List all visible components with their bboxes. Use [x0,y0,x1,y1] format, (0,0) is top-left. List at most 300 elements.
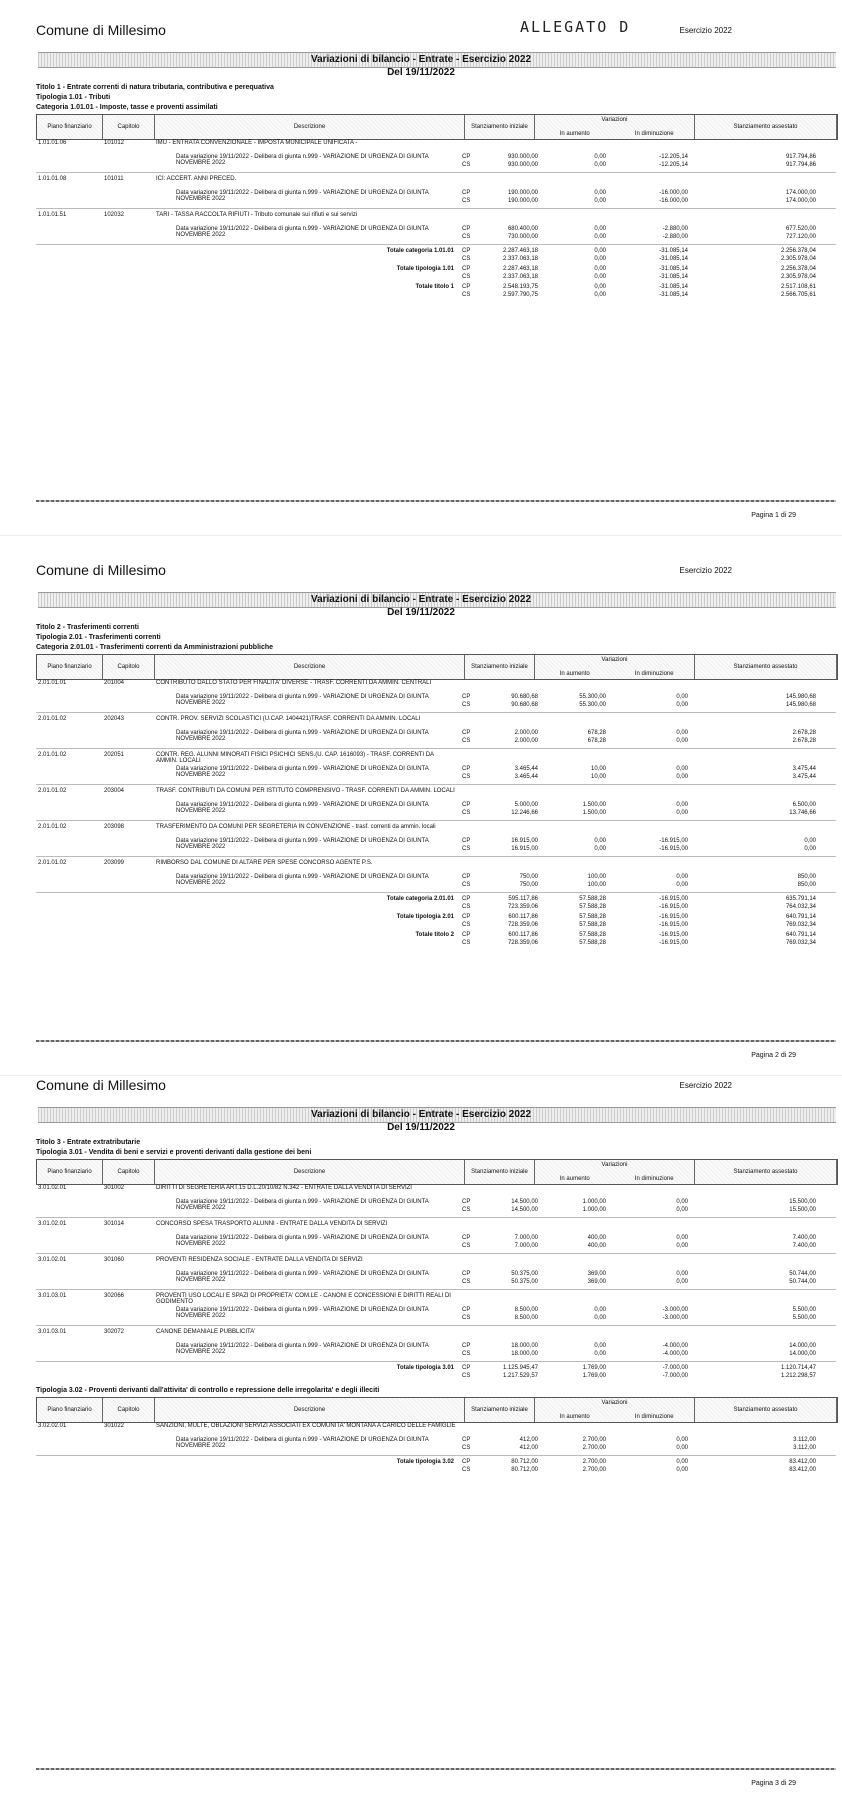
amount-cell: 850,00 [797,882,816,888]
cp-label: CP [462,1365,471,1371]
tipologia-heading: Tipologia 3.02 - Proventi derivanti dall'attivita' di controllo e repressione delle irregolarita' e degli illeciti [36,1387,380,1394]
page-number: Pagina 2 di 29 [751,1052,796,1059]
amount-cell: 1.125.945,47 [502,1365,538,1371]
amount-cell: 12.246,66 [511,810,538,816]
amount-cell: 0,00 [594,266,606,272]
amount-cell: -16.915,00 [659,896,688,902]
amount-cell: -16.915,00 [659,846,688,852]
amount-cell: 2.305.978,04 [780,274,816,280]
cs-label: CS [462,940,471,946]
amount-cell: 0,00 [676,1207,688,1213]
amount-cell: 2.700,00 [582,1467,606,1473]
amount-cell: 3.475,44 [792,766,816,772]
report-title: Variazioni di bilancio - Entrate - Esercizio 2022 [310,54,532,65]
amount-cell: 0,00 [594,162,606,168]
amount-cell: 0,00 [676,766,688,772]
cp-label: CP [462,190,471,196]
cs-label: CS [462,882,471,888]
column-header [535,655,695,679]
amount-cell: 1.769,00 [582,1365,606,1371]
amount-cell: 0,00 [594,846,606,852]
amount-cell: -4.000,00 [662,1351,688,1357]
col-in-aumento: In aumento [559,1414,590,1420]
amount-cell: 57.588,28 [579,932,606,938]
piano-finanziario: 1.01.01.06 [38,140,67,146]
cs-label: CS [462,162,471,168]
table-row [36,1423,836,1455]
descrizione: TARI - TASSA RACCOLTA RIFIUTI - Tributo comunale sui rifiuti e sui servizi [156,212,358,218]
amount-cell: -3.000,00 [662,1315,688,1321]
amount-cell: 0,00 [676,1271,688,1277]
row-divider [36,748,836,749]
descrizione: PROVENTI USO LOCALI E SPAZI DI PROPRIETA' COM.LE - CANONI E CONCESSIONI E DIRITTI REALI DI GODIMENTO [156,1293,451,1305]
amount-cell: 0,00 [594,1351,606,1357]
cp-label: CP [462,1235,471,1241]
variation-note: Data variazione 19/11/2022 - Delibera di giunta n.999 - VARIAZIONE DI URGENZA DI GIUNTA NOVEMBRE 2022 [176,1343,429,1355]
amount-cell: 2.256.378,04 [780,266,816,272]
cp-label: CP [462,1307,471,1313]
amount-cell: 15.500,00 [789,1207,816,1213]
variation-note: Data variazione 19/11/2022 - Delibera di giunta n.999 - VARIAZIONE DI URGENZA DI GIUNTA NOVEMBRE 2022 [176,874,429,886]
column-header: Descrizione [155,115,465,139]
report-date: Del 19/11/2022 [387,607,455,618]
comune-name: Comune di Millesimo [36,562,166,578]
column-header: Stanziamento iniziale [465,1160,535,1184]
column-header: Piano finanziario [37,115,103,139]
col-variazioni: Variazioni [601,1400,628,1406]
table-row [36,752,836,784]
cs-label: CS [462,1279,471,1285]
total-label: Totale titolo 1 [415,284,454,290]
column-header [535,1160,695,1184]
total-label: Totale tipologia 3.02 [396,1459,454,1465]
amount-cell: 0,00 [594,198,606,204]
amount-cell: 145.980,68 [785,694,816,700]
amount-cell: -16.915,00 [659,940,688,946]
report-date: Del 19/11/2022 [387,1122,455,1133]
cp-label: CP [462,1343,471,1349]
amount-cell: 190.000,00 [507,190,538,196]
amount-cell: 0,00 [594,838,606,844]
amount-cell: 677.520,00 [785,226,816,232]
amount-cell: 18.000,00 [511,1351,538,1357]
amount-cell: 2.000,00 [514,730,538,736]
cp-label: CP [462,248,471,254]
column-header: Stanziamento iniziale [465,655,535,679]
cs-label: CS [462,274,471,280]
amount-cell: 0,00 [804,846,816,852]
col-in-diminuzione: In diminuzione [634,671,674,677]
table-row [36,788,836,820]
cp-label: CP [462,266,471,272]
amount-cell: 2.678,28 [792,730,816,736]
descrizione: CONCORSO SPESA TRASPORTO ALUNNI - ENTRATE DALLA VENDITA DI SERVIZI [156,1221,388,1227]
descrizione: RIMBORSO DAL COMUNE DI ALTARE PER SPESE CONCORSO AGENTE P.S. [156,860,373,866]
amount-cell: 10,00 [590,774,606,780]
descrizione: IMU - ENTRATA CONVENZIONALE - IMPOSTA MUNICIPALE UNIFICATA - [156,140,358,146]
capitolo: 101012 [104,140,125,146]
amount-cell: 174.000,00 [785,190,816,196]
cs-label: CS [462,1315,471,1321]
table-row [36,716,836,748]
amount-cell: 15.500,00 [789,1199,816,1205]
amount-cell: -16.915,00 [659,914,688,920]
amount-cell: 13.746,66 [789,810,816,816]
col-in-aumento: In aumento [559,131,590,137]
amount-cell: 0,00 [676,1445,688,1451]
table-row [36,212,836,244]
total-row [36,932,836,948]
column-header: Piano finanziario [37,655,103,679]
amount-cell: 3.465,44 [514,766,538,772]
amount-cell: 412,00 [519,1437,538,1443]
amount-cell: 0,00 [676,702,688,708]
categoria-heading: Categoria 1.01.01 - Imposte, tasse e proventi assimilati [36,104,218,111]
cp-label: CP [462,694,471,700]
amount-cell: 769.032,34 [785,940,816,946]
amount-cell: 2.337.063,18 [502,274,538,280]
amount-cell: 3.475,44 [792,774,816,780]
amount-cell: 8.500,00 [514,1315,538,1321]
col-in-diminuzione: In diminuzione [634,131,674,137]
descrizione: CANONE DEMANIALE PUBBLICITA' [156,1329,256,1335]
cs-label: CS [462,904,471,910]
amount-cell: 1.769,00 [582,1373,606,1379]
cs-label: CS [462,292,471,298]
amount-cell: 2.566.705,61 [780,292,816,298]
amount-cell: 2.700,00 [582,1437,606,1443]
amount-cell: 0,00 [594,226,606,232]
cp-label: CP [462,730,471,736]
total-row [36,1365,836,1381]
table-header [36,1159,838,1185]
col-in-aumento: In aumento [559,1176,590,1182]
amount-cell: 0,00 [676,774,688,780]
amount-cell: -16.915,00 [659,904,688,910]
cp-label: CP [462,838,471,844]
column-header: Stanziamento assestato [695,1398,837,1422]
amount-cell: 2.287.463,18 [502,248,538,254]
amount-cell: 90.680,68 [511,694,538,700]
cp-label: CP [462,874,471,880]
variation-note: Data variazione 19/11/2022 - Delibera di giunta n.999 - VARIAZIONE DI URGENZA DI GIUNTA NOVEMBRE 2022 [176,1271,429,1283]
amount-cell: 635.791,14 [785,896,816,902]
amount-cell: 678,28 [587,730,606,736]
amount-cell: 2.337.063,18 [502,256,538,262]
page-number: Pagina 3 di 29 [751,1780,796,1787]
descrizione: CONTR. REG. ALUNNI MINORATI FISICI PSICHICI SENS.(U. CAP. 1616093) - TRASF. CORRENTI DA AMMIN. LOCALI [156,752,434,764]
column-header: Piano finanziario [37,1398,103,1422]
amount-cell: 1.000,00 [582,1207,606,1213]
amount-cell: 600.117,86 [508,914,538,920]
total-label: Totale tipologia 3.01 [396,1365,454,1371]
descrizione: CONTR. PROV. SERVIZI SCOLASTICI (U.CAP. 1404421)TRASF. CORRENTI DA AMMIN. LOCALI [156,716,421,722]
amount-cell: 7.000,00 [514,1235,538,1241]
piano-finanziario: 2.01.01.02 [38,716,67,722]
amount-cell: 0,00 [804,838,816,844]
table-row [36,1293,836,1325]
amount-cell: 917.794,86 [785,154,816,160]
amount-cell: 0,00 [676,882,688,888]
amount-cell: 145.980,68 [785,702,816,708]
column-header [535,115,695,139]
amount-cell: 640.791,14 [785,914,816,920]
amount-cell: 917.794,86 [785,162,816,168]
table-header [36,1397,838,1423]
comune-name: Comune di Millesimo [36,22,166,38]
amount-cell: 100,00 [587,882,606,888]
piano-finanziario: 3.01.02.01 [38,1221,67,1227]
piano-finanziario: 2.01.01.02 [38,824,67,830]
variation-note: Data variazione 19/11/2022 - Delibera di giunta n.999 - VARIAZIONE DI URGENZA DI GIUNTA NOVEMBRE 2022 [176,766,429,778]
variation-note: Data variazione 19/11/2022 - Delibera di giunta n.999 - VARIAZIONE DI URGENZA DI GIUNTA NOVEMBRE 2022 [176,190,429,202]
amount-cell: 80.712,00 [511,1459,538,1465]
descrizione: SANZIONI, MULTE, OBLAZIONI SERVIZI ASSOCIATI EX COMUNITA' MONTANA A CARICO DELLE FAMIGLIE [156,1423,456,1429]
piano-finanziario: 3.02.02.01 [38,1423,67,1429]
capitolo: 301002 [104,1185,125,1191]
amount-cell: 723.359,06 [507,904,538,910]
amount-cell: 2.287.463,18 [502,266,538,272]
cs-label: CS [462,1445,471,1451]
amount-cell: 0,00 [594,154,606,160]
amount-cell: -2.880,00 [662,226,688,232]
titolo-heading: Titolo 2 - Trasferimenti correnti [36,624,139,631]
cs-label: CS [462,738,471,744]
amount-cell: 18.000,00 [511,1343,538,1349]
amount-cell: 0,00 [594,256,606,262]
page-separator [0,1075,842,1076]
amount-cell: 50.375,00 [511,1271,538,1277]
cp-label: CP [462,932,471,938]
cp-label: CP [462,1199,471,1205]
amount-cell: 640.791,14 [785,932,816,938]
col-variazioni: Variazioni [601,117,628,123]
piano-finanziario: 2.01.01.02 [38,752,67,758]
amount-cell: 930.000,00 [507,154,538,160]
cp-label: CP [462,154,471,160]
amount-cell: 730.000,00 [507,234,538,240]
table-row [36,176,836,208]
amount-cell: 80.712,00 [511,1467,538,1473]
variation-note: Data variazione 19/11/2022 - Delibera di giunta n.999 - VARIAZIONE DI URGENZA DI GIUNTA NOVEMBRE 2022 [176,1307,429,1319]
amount-cell: -7.000,00 [662,1373,688,1379]
cs-label: CS [462,198,471,204]
column-header: Stanziamento iniziale [465,115,535,139]
column-header: Stanziamento assestato [695,655,837,679]
amount-cell: 1.217.529,57 [502,1373,538,1379]
amount-cell: 83.412,00 [789,1467,816,1473]
column-header: Descrizione [155,655,465,679]
total-row [36,248,836,264]
amount-cell: 100,00 [587,874,606,880]
table-row [36,860,836,892]
amount-cell: 369,00 [587,1271,606,1277]
amount-cell: 55.300,00 [579,702,606,708]
amount-cell: 728.359,06 [507,940,538,946]
piano-finanziario: 3.01.03.01 [38,1293,67,1299]
amount-cell: 0,00 [676,1467,688,1473]
amount-cell: 2.678,28 [792,738,816,744]
amount-cell: 0,00 [594,292,606,298]
descrizione: CONTRIBUTO DALLO STATO PER FINALITA' DIVERSE - TRASF. CORRENTI DA AMMIN. CENTRALI [156,680,432,686]
total-label: Totale tipologia 1.01 [396,266,454,272]
variation-note: Data variazione 19/11/2022 - Delibera di giunta n.999 - VARIAZIONE DI URGENZA DI GIUNTA NOVEMBRE 2022 [176,694,429,706]
capitolo: 301060 [104,1257,125,1263]
capitolo: 203099 [104,860,125,866]
capitolo: 202051 [104,752,125,758]
piano-finanziario: 3.01.02.01 [38,1257,67,1263]
amount-cell: 57.588,28 [579,940,606,946]
amount-cell: 850,00 [797,874,816,880]
amount-cell: 2.305.978,04 [780,256,816,262]
amount-cell: -2.880,00 [662,234,688,240]
amount-cell: -31.085,14 [659,284,688,290]
piano-finanziario: 1.01.01.08 [38,176,67,182]
row-divider [36,208,836,209]
amount-cell: 0,00 [594,274,606,280]
capitolo: 203098 [104,824,125,830]
cs-label: CS [462,1243,471,1249]
cp-label: CP [462,284,471,290]
report-title: Variazioni di bilancio - Entrate - Esercizio 2022 [310,594,532,605]
amount-cell: 2.517.108,61 [780,284,816,290]
capitolo: 302072 [104,1329,125,1335]
amount-cell: -31.085,14 [659,266,688,272]
cs-label: CS [462,1351,471,1357]
piano-finanziario: 3.01.03.01 [38,1329,67,1335]
amount-cell: 2.256.378,04 [780,248,816,254]
titolo-heading: Titolo 3 - Entrate extratributarie [36,1139,141,1146]
amount-cell: 0,00 [676,1437,688,1443]
capitolo: 301022 [104,1423,125,1429]
amount-cell: 400,00 [587,1243,606,1249]
total-row [36,266,836,282]
amount-cell: 83.412,00 [789,1459,816,1465]
amount-cell: 750,00 [519,874,538,880]
descrizione: DIRITTI DI SEGRETERIA ART.15 D.L.20/10/82 N.342 - ENTRATE DALLA VENDITA DI SERVIZI [156,1185,412,1191]
table-row [36,680,836,712]
amount-cell: 7.000,00 [514,1243,538,1249]
cs-label: CS [462,256,471,262]
amount-cell: 0,00 [594,1343,606,1349]
cp-label: CP [462,896,471,902]
footer-rule [36,1040,836,1042]
capitolo: 201004 [104,680,125,686]
footer-rule [36,1768,836,1770]
amount-cell: 0,00 [676,730,688,736]
amount-cell: 0,00 [676,810,688,816]
amount-cell: -16.915,00 [659,922,688,928]
titolo-heading: Titolo 1 - Entrate correnti di natura tributaria, contributiva e perequativa [36,84,274,91]
cp-label: CP [462,1459,471,1465]
amount-cell: 930.000,00 [507,162,538,168]
amount-cell: 10,00 [590,766,606,772]
total-row [36,1459,836,1475]
descrizione: TRASF. CONTRIBUTI DA COMUNI PER ISTITUTO COMPRENSIVO - TRASF. CORRENTI DA AMMIN. LOCALI [156,788,455,794]
amount-cell: 0,00 [594,190,606,196]
amount-cell: 0,00 [594,1315,606,1321]
amount-cell: -12.205,14 [659,154,688,160]
amount-cell: 50.375,00 [511,1279,538,1285]
amount-cell: 16.915,00 [511,846,538,852]
table-row [36,1329,836,1361]
column-header: Capitolo [103,1398,155,1422]
row-divider [36,784,836,785]
amount-cell: 14.000,00 [789,1343,816,1349]
capitolo: 203004 [104,788,125,794]
amount-cell: 1.212.298,57 [780,1373,816,1379]
variation-note: Data variazione 19/11/2022 - Delibera di giunta n.999 - VARIAZIONE DI URGENZA DI GIUNTA NOVEMBRE 2022 [176,838,429,850]
tipologia-heading: Tipologia 1.01 - Tributi [36,94,111,101]
descrizione: TRASFERIMENTO DA COMUNI PER SEGRETERIA IN CONVENZIONE - trasf. correnti da ammin. locali [156,824,436,830]
variation-note: Data variazione 19/11/2022 - Delibera di giunta n.999 - VARIAZIONE DI URGENZA DI GIUNTA NOVEMBRE 2022 [176,154,429,166]
col-variazioni: Variazioni [601,657,628,663]
cs-label: CS [462,234,471,240]
amount-cell: 0,00 [676,694,688,700]
amount-cell: 7.400,00 [792,1235,816,1241]
esercizio-label: Esercizio 2022 [679,1081,732,1090]
cp-label: CP [462,1437,471,1443]
column-header: Descrizione [155,1160,465,1184]
variation-note: Data variazione 19/11/2022 - Delibera di giunta n.999 - VARIAZIONE DI URGENZA DI GIUNTA NOVEMBRE 2022 [176,1235,429,1247]
table-row [36,140,836,172]
amount-cell: 5.500,00 [792,1315,816,1321]
piano-finanziario: 3.01.02.01 [38,1185,67,1191]
row-divider [36,1217,836,1218]
amount-cell: -7.000,00 [662,1365,688,1371]
amount-cell: -12.205,14 [659,162,688,168]
tipologia-heading: Tipologia 2.01 - Trasferimenti correnti [36,634,161,641]
total-label: Totale titolo 2 [415,932,454,938]
amount-cell: 5.500,00 [792,1307,816,1313]
column-header: Capitolo [103,655,155,679]
cs-label: CS [462,810,471,816]
amount-cell: 728.359,06 [507,922,538,928]
total-label: Totale categoria 1.01.01 [386,248,454,254]
cp-label: CP [462,766,471,772]
col-in-diminuzione: In diminuzione [634,1414,674,1420]
amount-cell: 50.744,00 [789,1271,816,1277]
amount-cell: 750,00 [519,882,538,888]
variation-note: Data variazione 19/11/2022 - Delibera di giunta n.999 - VARIAZIONE DI URGENZA DI GIUNTA NOVEMBRE 2022 [176,226,429,238]
page-number: Pagina 1 di 29 [751,512,796,519]
comune-name: Comune di Millesimo [36,1077,166,1093]
amount-cell: -31.085,14 [659,292,688,298]
cs-label: CS [462,1207,471,1213]
amount-cell: 50.744,00 [789,1279,816,1285]
amount-cell: 3.112,00 [793,1437,816,1443]
total-label: Totale categoria 2.01.01 [386,896,454,902]
capitolo: 101011 [104,176,124,182]
col-in-aumento: In aumento [559,671,590,677]
cp-label: CP [462,914,471,920]
amount-cell: 680.400,00 [507,226,538,232]
amount-cell: 0,00 [676,1279,688,1285]
amount-cell: 3.465,44 [514,774,538,780]
amount-cell: -31.085,14 [659,248,688,254]
cs-label: CS [462,922,471,928]
tipologia-heading: Tipologia 3.01 - Vendita di beni e servizi e proventi derivanti dalla gestione dei beni [36,1149,312,1156]
amount-cell: 7.400,00 [792,1243,816,1249]
amount-cell: 2.700,00 [582,1459,606,1465]
column-header: Capitolo [103,1160,155,1184]
column-header: Stanziamento iniziale [465,1398,535,1422]
amount-cell: 400,00 [587,1235,606,1241]
amount-cell: 6.500,00 [792,802,816,808]
amount-cell: 600.117,86 [508,932,538,938]
amount-cell: 678,28 [587,738,606,744]
categoria-heading: Categoria 2.01.01 - Trasferimenti correnti da Amministrazioni pubbliche [36,644,274,651]
